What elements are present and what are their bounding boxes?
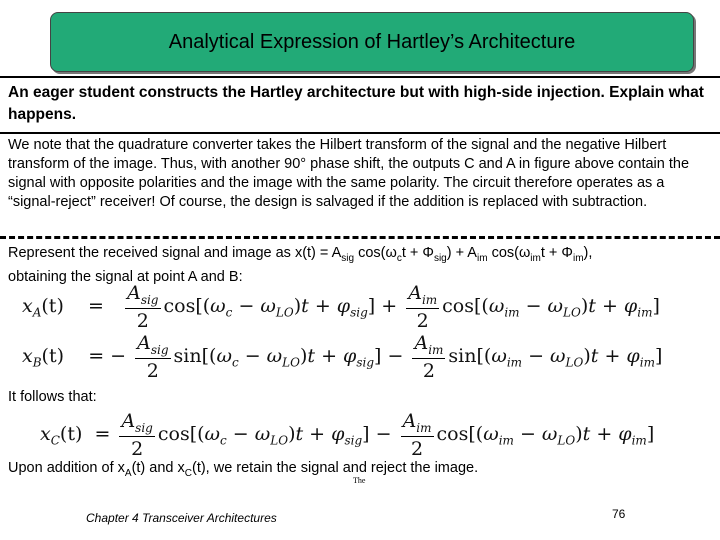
footer-chapter: Chapter 4 Transceiver Architectures [86,511,277,525]
represent-sub: c [396,252,402,264]
represent-seg: t + Φ [540,245,573,261]
fraction: $\frac{A_{im}}{2}$ [414,332,444,382]
conclusion-sub: A [124,467,132,479]
represent-seg: cos(ω [487,245,531,261]
page-number: 76 [612,507,626,521]
fraction: $\frac{A_{im}}{2}$ [408,282,438,332]
equation-xB: $x_B(t)$ = − $\frac{A_{sig}}{2}$ $\sin[(\omega_c - \omega_{LO})t + \varphi_{sig}]$ − $\frac{A_{im}}{2}$ $\sin[(\omega_{im} - \omega_{LO})t + \varphi_{im}]$ [22,332,663,382]
conclusion-sub: C [184,467,192,479]
represent-sub: sig [433,252,447,264]
it-follows-text: It follows that: [8,389,97,405]
conclusion-seg: (t), we retain the signal and reject the image. [191,460,479,476]
question-text: An eager student constructs the Hartley architecture but with high-side injection. Explain what happens. [0,76,720,134]
fraction: $\frac{A_{sig}}{2}$ [137,332,169,382]
represent-sub: im [530,252,541,264]
represent-sub: im [572,252,584,264]
fraction: $\frac{A_{sig}}{2}$ [127,282,159,332]
page-title: Analytical Expression of Hartley’s Architecture [168,30,576,53]
answer-paragraph: We note that the quadrature converter takes the Hilbert transform of the signal and the negative Hilbert transform of the image. Thus, with another 90° phase shift, the outputs C and A in figure above contain the signal with opposite polarities and the image with the same polarity. The circuit therefore operates as a “signal-reject” receiver! Of course, the design is salvaged if the addition is replaced with subtraction. [8,137,690,210]
fraction: $\frac{A_{im}}{2}$ [402,410,432,460]
represent-seg: Represent the received signal and image as x(t) = A [8,245,342,261]
represent-text [8,244,714,287]
represent-sub: sig [341,252,355,264]
tiny-text: The [353,476,366,485]
dashed-divider [0,236,720,239]
conclusion-seg: Upon addition of x [8,460,125,476]
represent-seg: ) + A [446,245,477,261]
conclusion-text [8,460,478,479]
equation-xA: $x_A(t)$ = $\frac{A_{sig}}{2}$ $\cos[(\omega_c - \omega_{LO})t + \varphi_{sig}]$ + $\frac{A_{im}}{2}$ $\cos[(\omega_{im} - \omega_{LO})t + \varphi_{im}]$ [22,282,660,332]
represent-seg: t + Φ [401,245,434,261]
equation-xC: $x_C(t)$ = $\frac{A_{sig}}{2}$ $\cos[(\omega_c - \omega_{LO})t + \varphi_{sig}]$ − $\frac{A_{im}}{2}$ $\cos[(\omega_{im} - \omega_{LO})t + \varphi_{im}]$ [40,410,655,460]
conclusion-seg: (t) and x [131,460,185,476]
title-box [50,12,694,72]
represent-seg: cos(ω [354,245,397,261]
represent-line2: obtaining the signal at point A and B: [8,268,243,285]
represent-seg: ), [583,245,593,261]
fraction: $\frac{A_{sig}}{2}$ [121,410,153,460]
represent-sub: im [476,252,488,264]
